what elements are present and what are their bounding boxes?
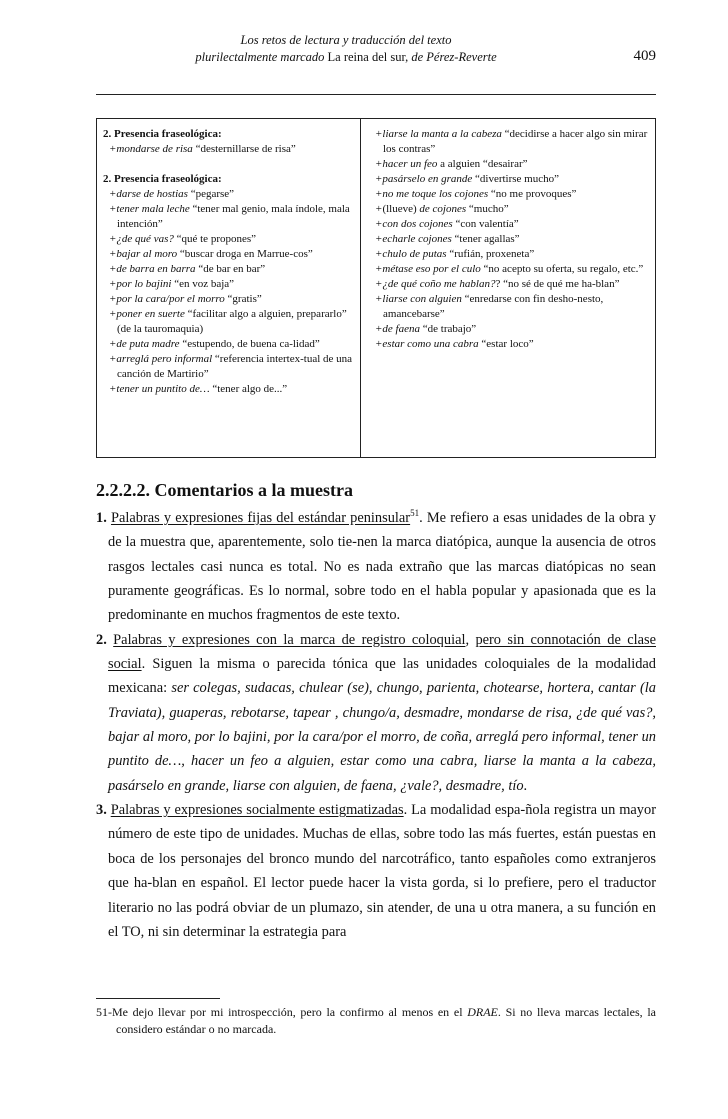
entry-expression: +tener un puntito de…	[109, 383, 210, 395]
entry-expression: +¿de qué coño me hablan?	[375, 278, 496, 290]
entry-gloss: “tener mal genio, mala índole, mala intención”	[117, 203, 350, 230]
table-entry	[369, 172, 650, 187]
underlined-heading: Palabras y expresiones con la marca de registro coloquial	[113, 631, 466, 648]
entry-expression: +	[375, 203, 383, 215]
underlined-heading: Palabras y expresiones socialmente estigmatizadas	[110, 802, 404, 819]
footnote-text-end: . Si no lleva marcas lectales, la considero estándar o no marcada.	[116, 1005, 656, 1036]
paragraph-number: 2.	[96, 631, 107, 648]
table-entry	[103, 247, 353, 262]
entry-gloss: “referencia intertex-tual de una canción de Martirio”	[117, 353, 353, 380]
table-entry	[369, 217, 650, 232]
table-section-heading: 2. Presencia fraseológica:	[103, 128, 222, 140]
footnote	[96, 1004, 656, 1038]
table-entry	[369, 247, 650, 262]
header-italic-2: de Pérez-Reverte	[411, 50, 497, 64]
footnote-ref: 51	[410, 508, 420, 519]
paragraph-text: . La modalidad espa-ñola registra un mayor número de este tipo de unidades. Muchas de ellas, sobre todo las más fuertes, están puestas en boca de los personajes del bronco mundo del narcotráfico, tanto españoles como extranjeros que ha-blan en español. El lector puede hacer la vista gorda, si lo prefiere, pero el traductor literario no las podrá obviar de un plumazo, sin atender, de una u otra manera, a su función en el TO, ni sin determinar la estrategia para	[108, 802, 656, 940]
table-entry	[103, 307, 353, 337]
entry-expression: +darse de hostias	[109, 188, 188, 200]
entry-gloss: “buscar droga en Marrue-cos”	[177, 248, 313, 260]
entry-expression: +de faena	[375, 323, 420, 335]
footnote-rule	[96, 998, 220, 999]
entry-gloss: “facilitar algo a alguien, prepararlo” (de la tauromaquia)	[117, 308, 347, 335]
entry-gloss: “divertirse mucho”	[472, 173, 559, 185]
entry-expression: +estar como una cabra	[375, 338, 479, 350]
entry-gloss: “decidirse a hacer algo sin mirar los contras”	[383, 128, 648, 155]
entry-expression: +tener mala leche	[109, 203, 190, 215]
entry-expression: +bajar al moro	[109, 248, 178, 260]
entry-gloss: “con valentía”	[452, 218, 519, 230]
table-entry	[103, 352, 353, 382]
entry-expression: +con dos cojones	[375, 218, 453, 230]
table-entry	[103, 232, 353, 247]
entry-gloss: “tener algo de...”	[209, 383, 288, 395]
entry-expression: +arreglá pero informal	[109, 353, 213, 365]
table-entry	[103, 337, 353, 352]
body-text	[96, 506, 656, 944]
entry-expression: +pasárselo en grande	[375, 173, 473, 185]
table-section-heading: 2. Presencia fraseológica:	[103, 173, 222, 185]
paragraph-end: .	[523, 777, 528, 794]
table-entry	[369, 127, 650, 157]
entry-expression: +poner en suerte	[109, 308, 185, 320]
table-entry	[369, 277, 650, 292]
entry-expression: +por la cara/por el morro	[109, 293, 225, 305]
entry-expression: +métase eso por el culo	[375, 263, 481, 275]
table-entry	[103, 292, 353, 307]
entry-expression-2: de cojones	[419, 203, 467, 215]
italic-examples: ser colegas, sudacas, chulear (se), chungo, parienta, chotearse, hortera, cantar (la Traviata), guaperas, rebotarse, tapear , chungo/a, desmadre, mondarse de risa, ¿de qué vas?, bajar al moro, por lo bajini, por la cara/por el morro, de coña, arreglá pero informal, tener un puntito de…, hacer un feo a alguien, estar como una cabra, liarse la manta a la cabeza, pasárselo en grande, liarse con alguien, de faena, ¿vale?, desmadre, tío	[108, 680, 656, 794]
page-number: 409	[633, 48, 656, 64]
table-entry	[369, 262, 650, 277]
table-entry	[103, 262, 353, 277]
entry-expression: +¿de qué vas?	[109, 233, 174, 245]
entry-gloss: “enredarse con fin desho-nesto, amancebarse”	[383, 293, 604, 320]
header-line-2	[96, 49, 596, 65]
underlined-heading: Palabras y expresiones fijas del estándar peninsular	[110, 510, 411, 526]
underlined-heading-2: pero sin connotación de clase social	[108, 631, 656, 673]
paragraph-text: . Siguen la misma o parecida tónica que las unidades coloquiales de la modalidad mexicana:	[108, 656, 656, 697]
table-entry	[103, 277, 353, 292]
table-entry	[103, 187, 353, 202]
section-title: 2.2.2.2. Comentarios a la muestra	[96, 480, 353, 500]
table-entry	[369, 187, 650, 202]
running-header	[96, 32, 656, 82]
paragraph-1	[96, 506, 656, 628]
table-entry	[369, 292, 650, 322]
table-entry	[369, 232, 650, 247]
entry-gloss: “en voz baja”	[171, 278, 235, 290]
table-column-divider	[360, 119, 361, 457]
entry-expression: +echarle cojones	[375, 233, 452, 245]
entry-gloss: “desternillarse de risa”	[192, 143, 296, 155]
paragraph-2	[96, 628, 656, 798]
entry-expression: +liarse con alguien	[375, 293, 462, 305]
entry-gloss: “de trabajo”	[420, 323, 477, 335]
table-entry	[369, 322, 650, 337]
entry-expression: +liarse la manta a la cabeza	[375, 128, 502, 140]
entry-expression: +no me toque los cojones	[375, 188, 489, 200]
paragraph-text: . Me refiero a esas unidades de la obra y de la muestra que, aparentemente, solo tie-nen la marca diatópica, aunque la ausencia de otros rasgos lectales casi nunca es total. No es nada extraño que las marcas diatópicas no sean puramente geográficas. Es lo normal, sobre todo en el habla popular y apasionada que es la predominante en muchos fragmentos de este texto.	[108, 510, 656, 624]
entry-expression: +por lo bajini	[109, 278, 172, 290]
table-entry	[103, 382, 353, 397]
paragraph-3	[96, 798, 656, 944]
table-entry	[103, 202, 353, 232]
entry-expression: +hacer un feo	[375, 158, 438, 170]
separator: ,	[465, 631, 476, 648]
entry-gloss: “no acepto su oferta, su regalo, etc.”	[480, 263, 644, 275]
footnote-italic: DRAE	[467, 1005, 498, 1019]
entry-gloss: “pegarse”	[187, 188, 235, 200]
entry-gloss: “tener agallas”	[451, 233, 520, 245]
entry-gloss: “estupendo, de buena ca-lidad”	[179, 338, 320, 350]
phraseology-table	[96, 118, 656, 458]
table-entry	[369, 337, 650, 352]
entry-gloss: “de bar en bar”	[195, 263, 266, 275]
entry-gloss: “qué te propones”	[173, 233, 257, 245]
header-plain: La reina del sur,	[324, 50, 412, 64]
table-entry	[369, 157, 650, 172]
entry-gloss: “estar loco”	[478, 338, 534, 350]
entry-expression: +de puta madre	[109, 338, 180, 350]
header-line-1: Los retos de lectura y traducción del texto	[240, 33, 452, 47]
footnote-text: 51-Me dejo llevar por mi introspección, pero la confirmo al menos en el	[96, 1005, 468, 1019]
entry-expression: +chulo de putas	[375, 248, 447, 260]
entry-gloss: (llueve)	[382, 203, 420, 215]
table-entry	[369, 202, 650, 217]
entry-gloss: “gratis”	[224, 293, 262, 305]
entry-expression: +de barra en barra	[109, 263, 196, 275]
entry-gloss: “no me provoques”	[488, 188, 577, 200]
paragraph-number: 3.	[96, 802, 107, 819]
entry-gloss-2: “mucho”	[466, 203, 509, 215]
entry-gloss: “rufián, proxeneta”	[446, 248, 535, 260]
header-italic-1: plurilectalmente marcado	[195, 50, 325, 64]
footnote-51	[96, 1004, 656, 1038]
entry-expression: +mondarse de risa	[109, 143, 193, 155]
table-entry	[103, 142, 353, 157]
entry-gloss: a alguien “desairar”	[437, 158, 528, 170]
entry-gloss: ? “no sé de qué me ha-blan”	[495, 278, 620, 290]
table-right-column	[369, 127, 650, 352]
paragraph-number: 1.	[96, 510, 107, 526]
header-rule	[96, 94, 656, 95]
table-left-column	[103, 127, 353, 397]
